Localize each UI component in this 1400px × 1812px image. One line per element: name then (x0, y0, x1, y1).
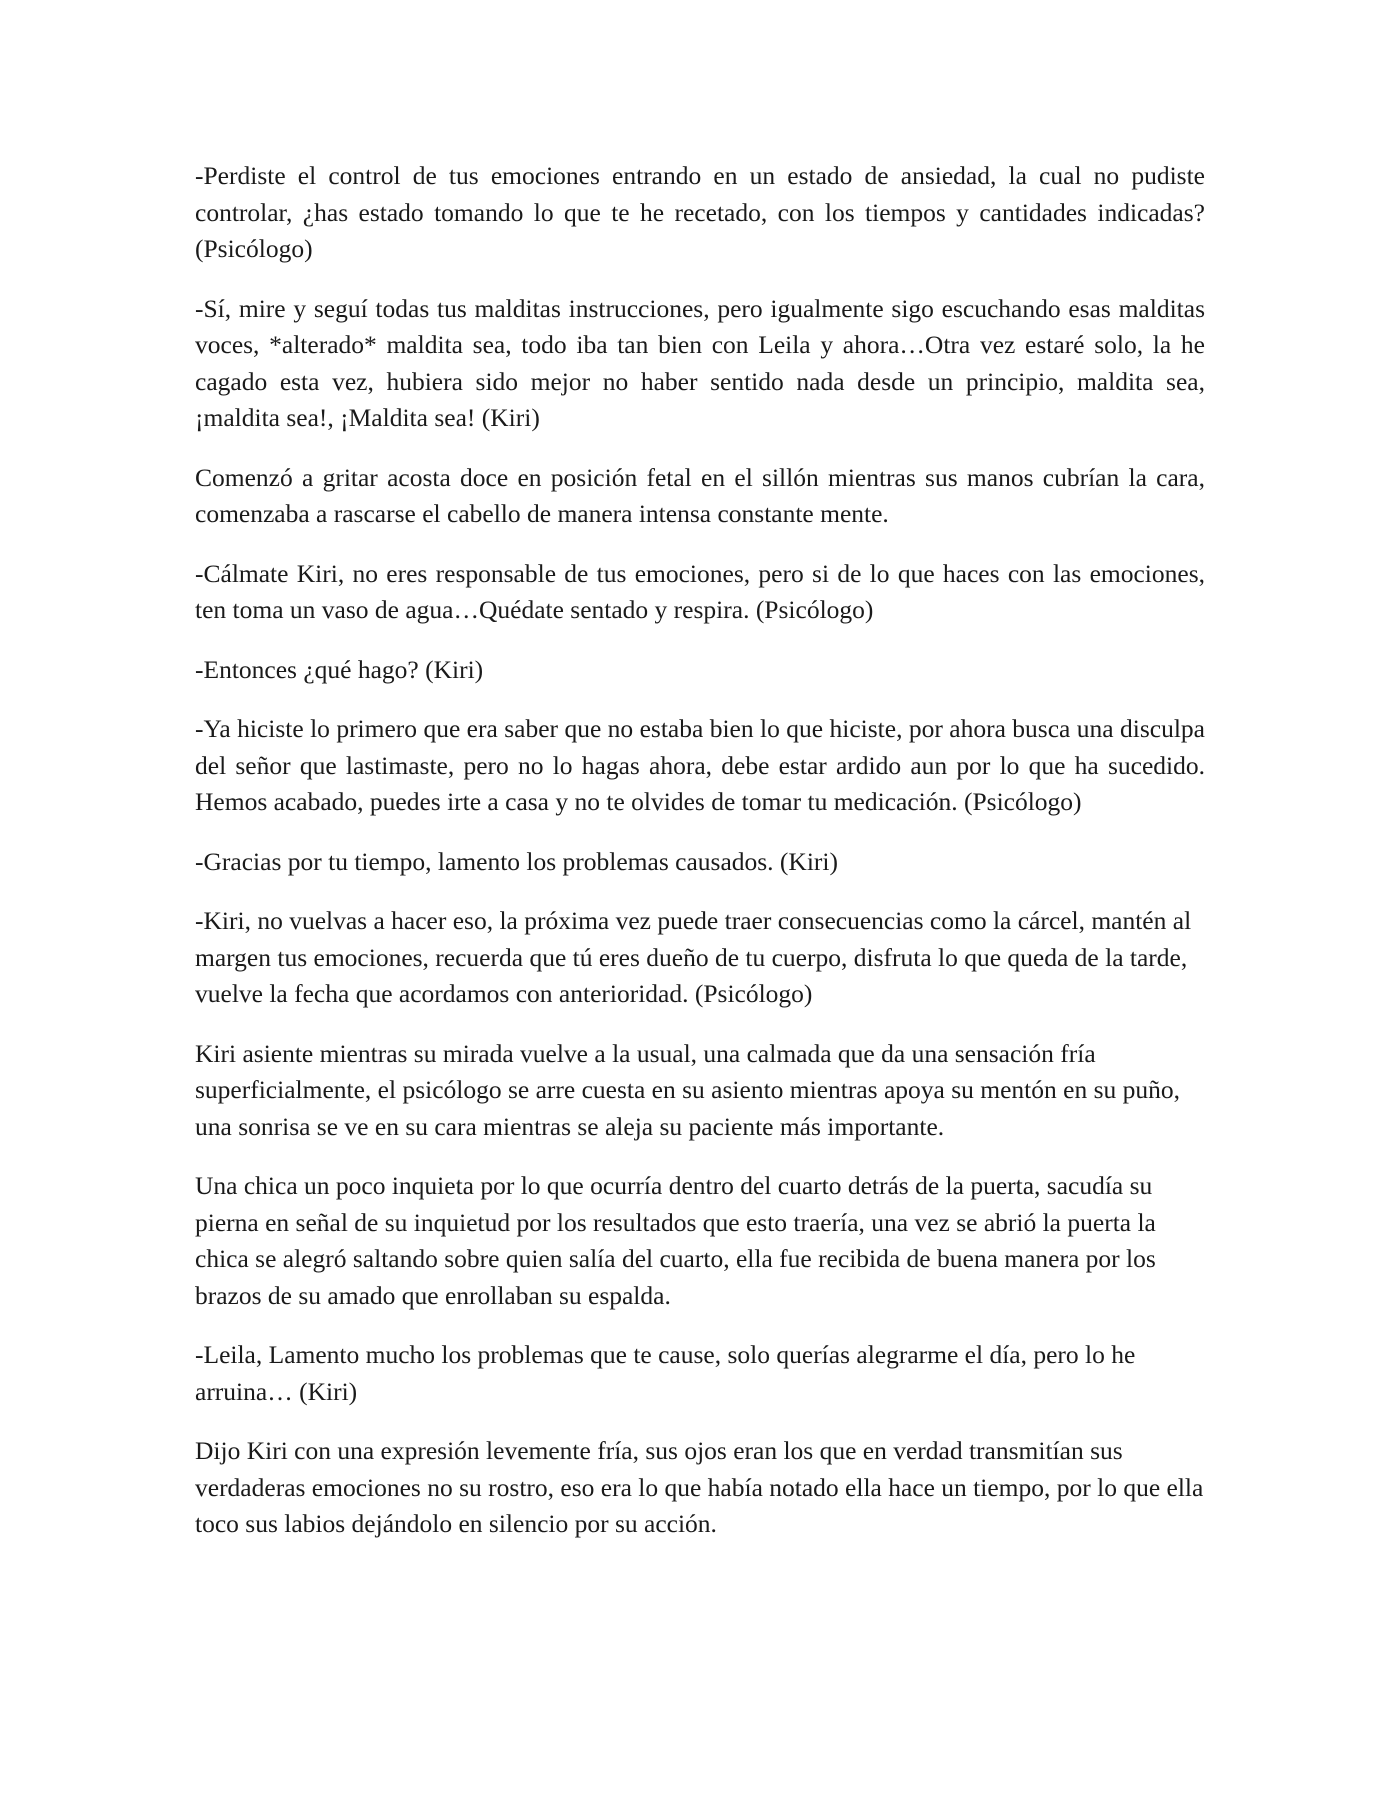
paragraph-4: -Cálmate Kiri, no eres responsable de tus emociones, pero si de lo que haces con las emociones, ten toma un vaso de agua…Quédate sentado y respira. (Psicólogo) (195, 558, 1205, 624)
paragraph-1: -Perdiste el control de tus emociones entrando en un estado de ansiedad, la cual no pudiste controlar, ¿has estado tomando lo que te he recetado, con los tiempos y cantidades indicadas? (Psicólogo) (195, 161, 1205, 263)
paragraph-8: -Kiri, no vuelvas a hacer eso, la próxima vez puede traer consecuencias como la cárcel, mantén al margen tus emociones, recuerda que tú eres dueño de tu cuerpo, disfruta lo que queda de la tarde, vuelve la fecha que acordamos con anterioridad. (Psicólogo) (195, 906, 1192, 1008)
paragraph-10: Una chica un poco inquieta por lo que ocurría dentro del cuarto detrás de la puerta, sacudía su pierna en señal de su inquietud por los resultados que esto traería, una vez se abrió la puerta la chica se alegró saltando sobre quien salía del cuarto, ella fue recibida de buena manera por los brazos de su amado que enrollaban su espalda. (195, 1171, 1156, 1310)
paragraph-3: Comenzó a gritar acosta doce en posición fetal en el sillón mientras sus manos cubrían la cara, comenzaba a rascarse el cabello de manera intensa constante mente. (195, 462, 1205, 528)
document-page (195, 158, 1205, 1566)
paragraph-7: -Gracias por tu tiempo, lamento los problemas causados. (Kiri) (195, 846, 838, 876)
paragraph-12: Dijo Kiri con una expresión levemente fría, sus ojos eran los que en verdad transmitían sus verdaderas emociones no su rostro, eso era lo que había notado ella hace un tiempo, por lo que ella toco sus labios dejándolo en silencio por su acción. (195, 1436, 1204, 1538)
paragraph-5: -Entonces ¿qué hago? (Kiri) (195, 654, 484, 684)
paragraph-2: -Sí, mire y seguí todas tus malditas instrucciones, pero igualmente sigo escuchando esas malditas voces, *alterado* maldita sea, todo iba tan bien con Leila y ahora…Otra vez estaré solo, la he cagado esta vez, hubiera sido mejor no haber sentido nada desde un principio, maldita sea, ¡maldita sea!, ¡Maldita sea! (Kiri) (195, 293, 1205, 432)
paragraph-11: -Leila, Lamento mucho los problemas que te cause, solo querías alegrarme el día, pero lo he arruina… (Kiri) (195, 1340, 1136, 1406)
paragraph-9: Kiri asiente mientras su mirada vuelve a la usual, una calmada que da una sensación fría superficialmente, el psicólogo se arre cuesta en su asiento mientras apoya su mentón en su puño, una sonrisa se ve en su cara mientras se aleja su paciente más importante. (195, 1038, 1180, 1141)
paragraph-6: -Ya hiciste lo primero que era saber que no estaba bien lo que hiciste, por ahora busca una disculpa del señor que lastimaste, pero no lo hagas ahora, debe estar ardido aun por lo que ha sucedido. Hemos acabado, puedes irte a casa y no te olvides de tomar tu medicación. (Psicólogo) (195, 714, 1205, 816)
